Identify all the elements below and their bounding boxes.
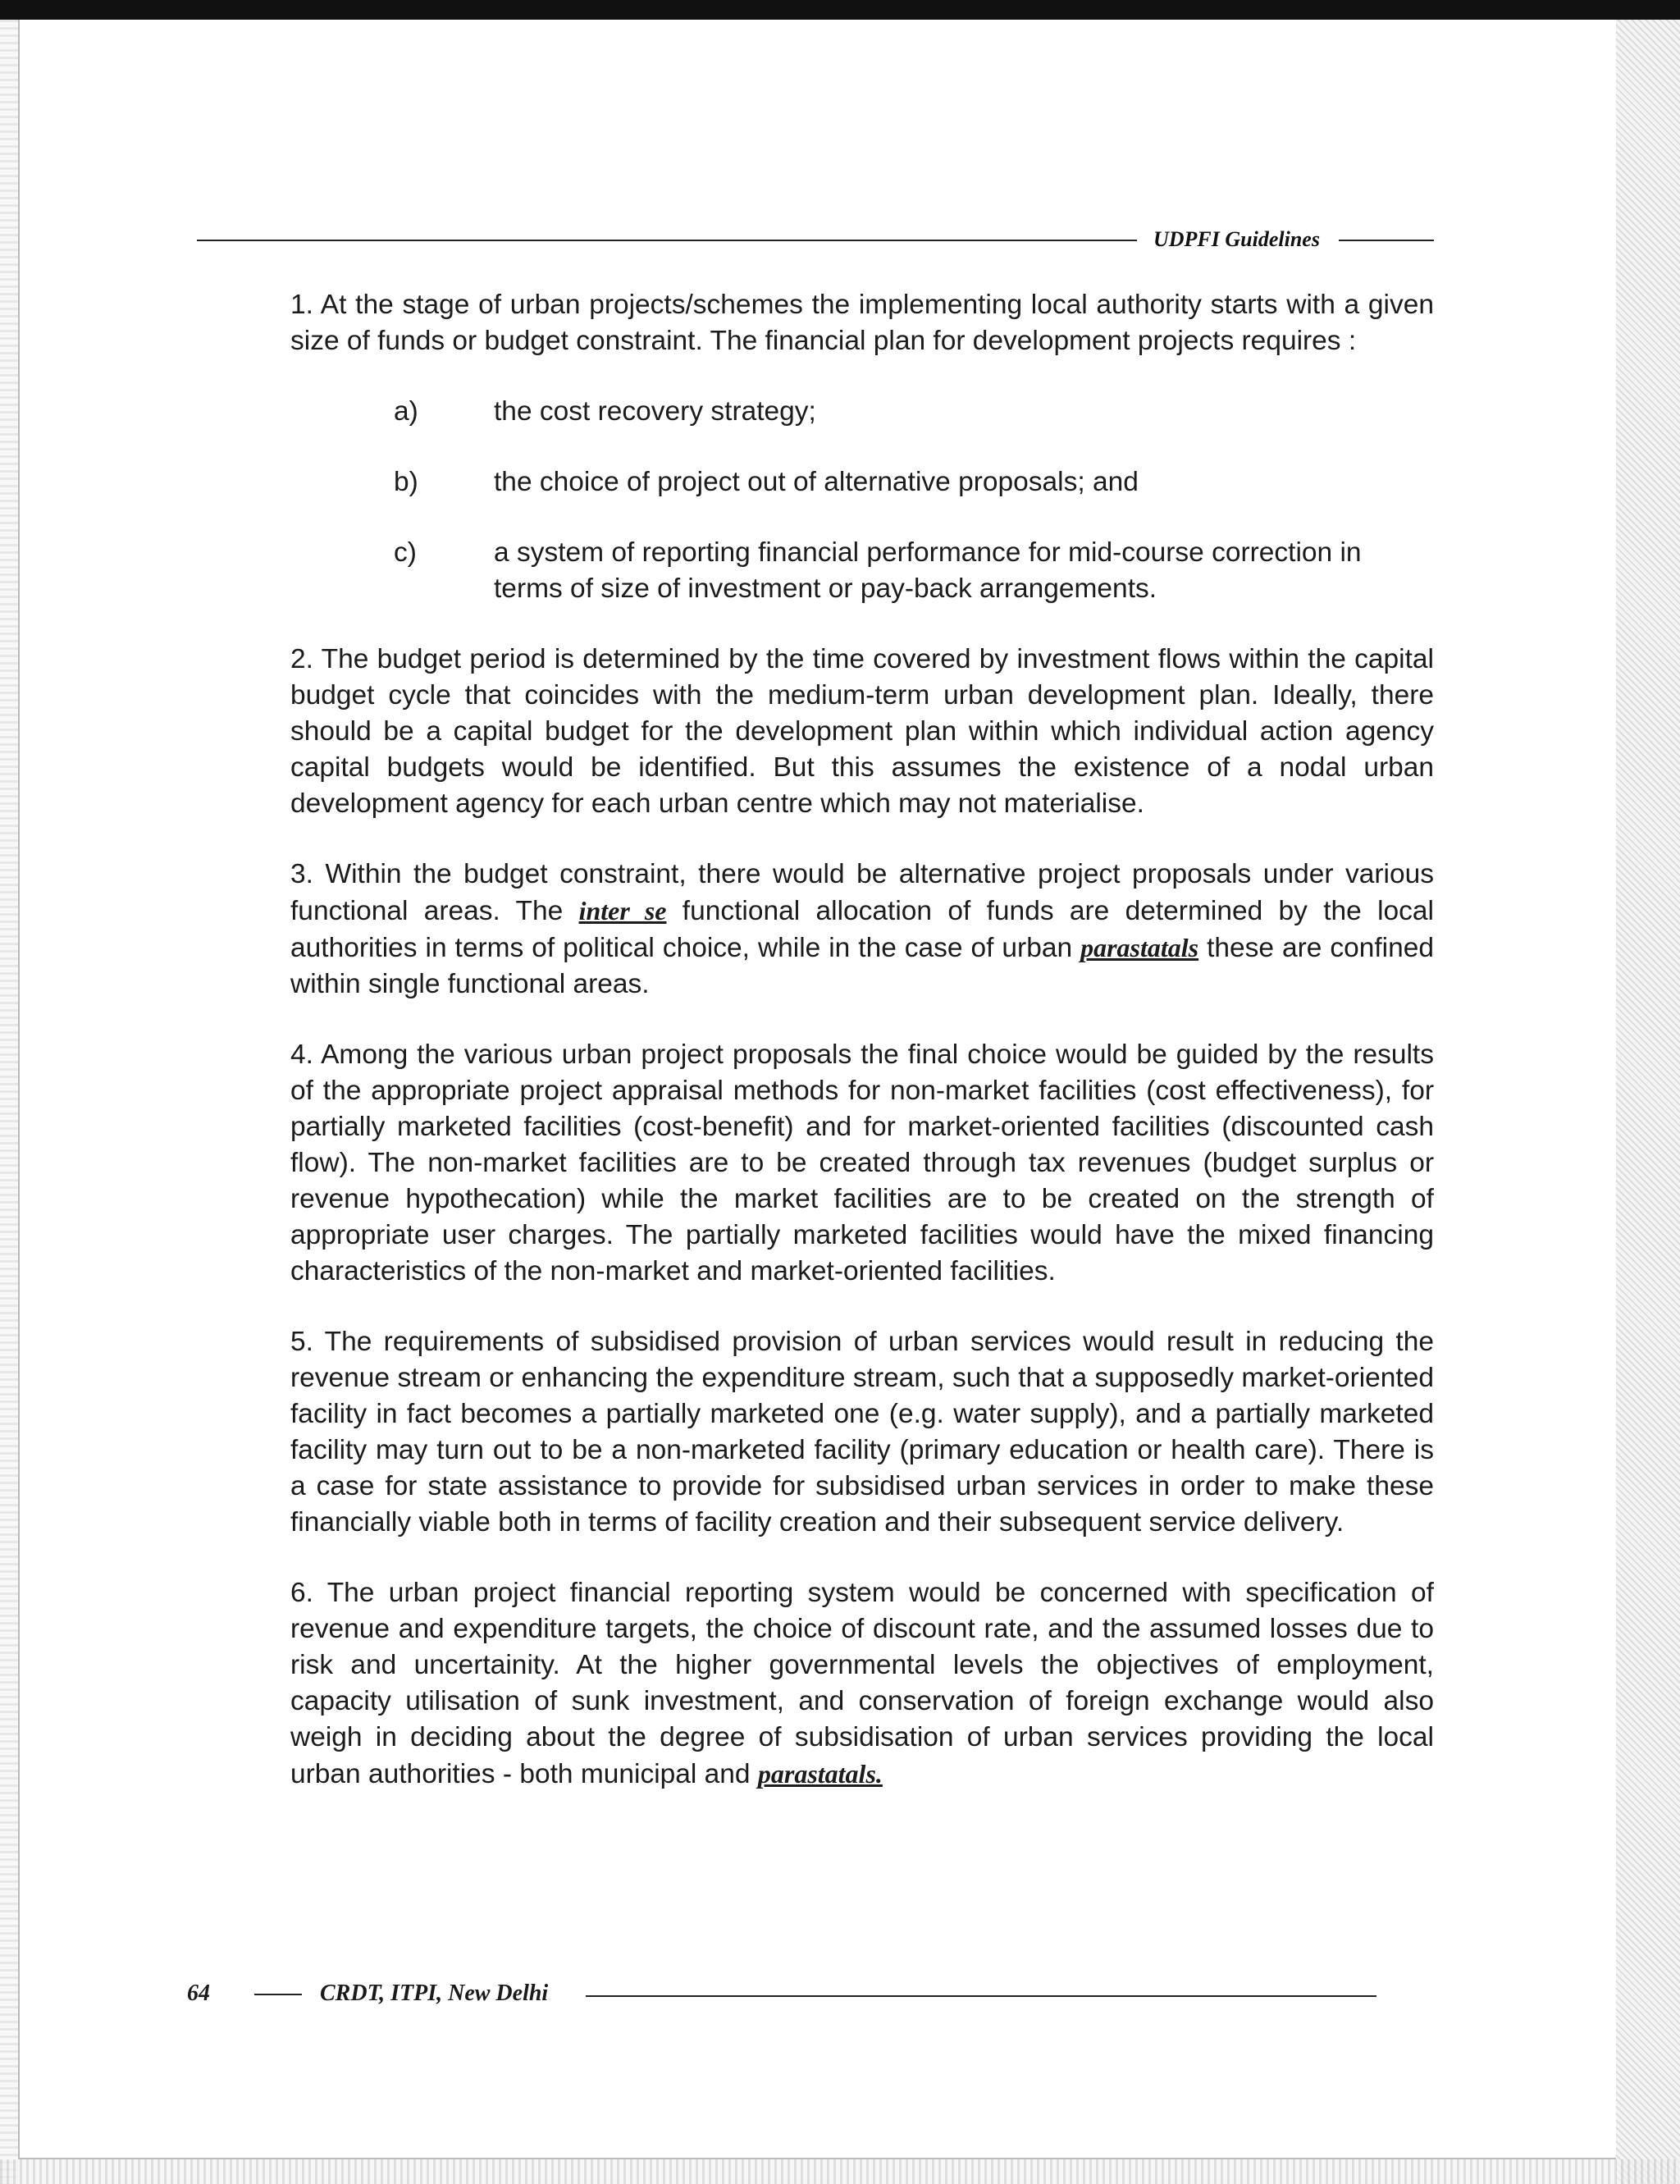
list-item — [290, 535, 1434, 607]
running-header — [197, 226, 1434, 251]
list-marker: a) — [394, 396, 418, 427]
footer-org: CRDT, ITPI, New Delhi — [320, 1981, 549, 2006]
paragraph-6 — [290, 1575, 1434, 1793]
term-inter-se: inter se — [578, 896, 667, 925]
footer-rule — [586, 1995, 1376, 1997]
list-item — [290, 464, 1434, 500]
scan-right-edge — [1616, 20, 1680, 2184]
paragraph-2: 2. The budget period is determined by the time covered by investment flows within the capital budget cycle that coincides with the medium-term urban development plan. Ideally, there should be a capital budget for the development plan within which individual action agency capital budgets would be identified. But this assumes the existence of a nodal urban development agency for each urban centre which may not materialise. — [290, 644, 1434, 819]
header-rule-left — [197, 240, 1137, 241]
paragraph-3-part-a: 3. Within the budget constraint, there would be alternative project proposals under various functional areas. The — [290, 859, 1434, 926]
list-item-text: a system of reporting financial performance for mid-course correction in terms of size of investment or pay-back arrangements. — [494, 537, 1362, 604]
requirements-list — [290, 394, 1434, 607]
scan-left-edge — [0, 20, 18, 2184]
header-title: UDPFI Guidelines — [1153, 227, 1320, 251]
scan-bottom-edge — [0, 2159, 1680, 2184]
term-parastatals: parastatals — [1080, 933, 1199, 962]
header-rule-right — [1339, 240, 1434, 241]
paragraph-3 — [290, 857, 1434, 1003]
running-footer — [187, 1977, 1376, 2010]
paragraph-5: 5. The requirements of subsidised provision of urban services would result in reducing the revenue stream or enhancing the expenditure stream, such that a supposedly market-oriented facility in fact becomes a partially marketed one (e.g. water supply), and a partially marketed facility may turn out to be a non-marketed facility (primary education or health care). There is a case for state assistance to provide for subsidised urban services in order to make these financially viable both in terms of facility creation and their subsequent service delivery. — [290, 1327, 1434, 1537]
list-marker: b) — [394, 467, 418, 497]
list-item — [290, 394, 1434, 430]
page-body — [290, 287, 1434, 1827]
list-marker: c) — [394, 537, 417, 568]
footer-dash — [254, 1994, 302, 1995]
paragraph-3-part-b: functional allocation of funds are determined by the local authorities in terms of political choice, while in the case of urban — [290, 896, 1434, 963]
term-parastatals: parastatals. — [757, 1759, 883, 1789]
list-item-text: the choice of project out of alternative proposals; and — [494, 467, 1139, 497]
paragraph-6-text: 6. The urban project financial reporting system would be concerned with specification of revenue and expenditure targets, the choice of discount rate, and the assumed losses due to risk and uncertainity. At the higher governmental levels the objectives of employment, capacity utilisation of sunk investment, and conservation of foreign exchange would also weigh in deciding about the degree of subsidisation of urban services providing the local urban authorities - both municipal and — [290, 1578, 1434, 1789]
scan-top-border — [0, 0, 1680, 20]
list-item-text: the cost recovery strategy; — [494, 396, 816, 427]
paragraph-3-part-c: these are confined within single functional areas. — [290, 933, 1435, 999]
page-number: 64 — [187, 1981, 210, 2006]
paragraph-4: 4. Among the various urban project proposals the final choice would be guided by the results of the appropriate project appraisal methods for non-market facilities (cost effectiveness), for partially marketed facilities (cost-benefit) and for market-oriented facilities (discounted cash flow). The non-market facilities are to be created through tax revenues (budget surplus or revenue hypothecation) while the market facilities are to be created on the strength of appropriate user charges. The partially marketed facilities would have the mixed financing characteristics of the non-market and market-oriented facilities. — [290, 1039, 1434, 1286]
paragraph-1: 1. At the stage of urban projects/schemes the implementing local authority starts with a given size of funds or budget constraint. The financial plan for development projects requires : — [290, 290, 1434, 356]
